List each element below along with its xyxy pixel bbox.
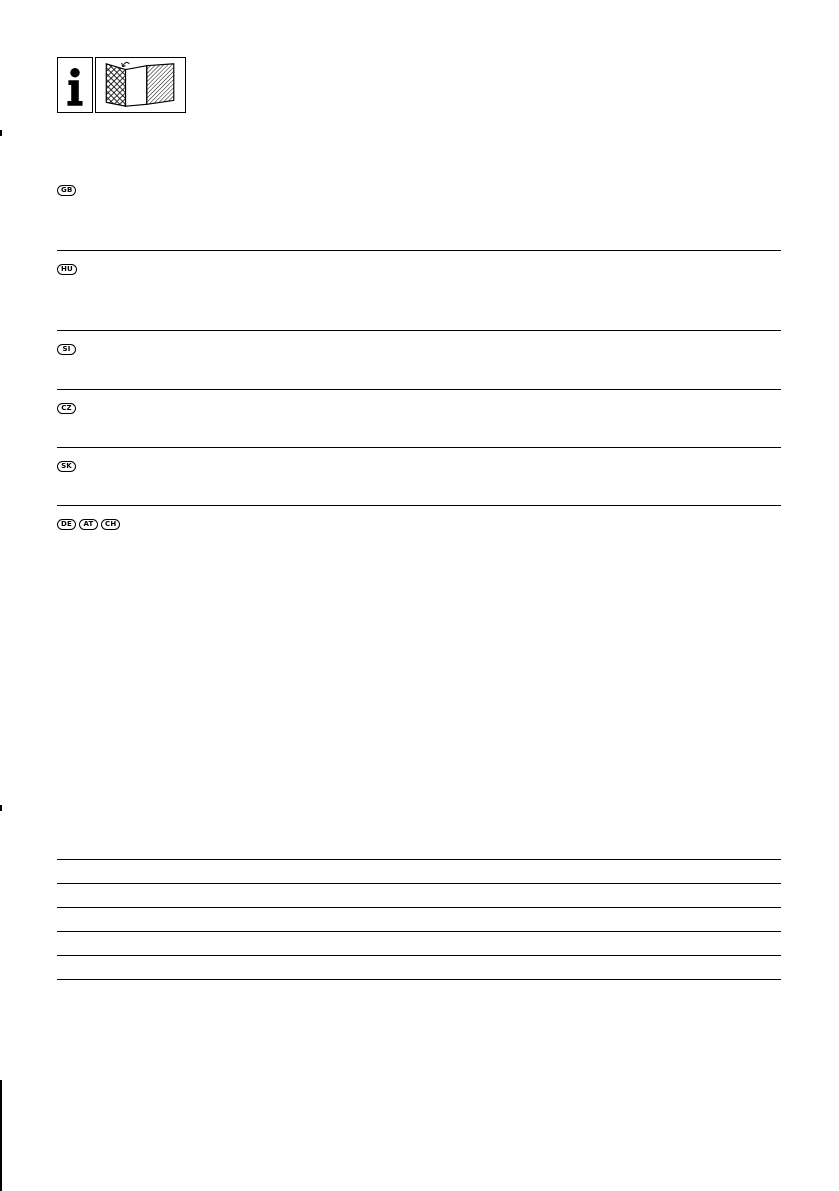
info-icon xyxy=(57,57,93,113)
blank-ruled-line xyxy=(57,907,781,908)
blank-ruled-line xyxy=(57,979,781,980)
country-badge-gb: GB xyxy=(57,185,76,196)
section-divider xyxy=(57,250,781,251)
blank-ruled-line xyxy=(57,955,781,956)
blank-ruled-line xyxy=(57,859,781,860)
country-badge-cz: CZ xyxy=(57,403,76,414)
margin-tick-middle xyxy=(0,805,2,811)
section-cz xyxy=(57,403,76,414)
blank-ruled-line xyxy=(57,883,781,884)
section-divider xyxy=(57,447,781,448)
section-sk xyxy=(57,461,76,472)
section-divider xyxy=(57,330,781,331)
section-de-at-ch xyxy=(57,519,120,530)
blank-ruled-line xyxy=(57,931,781,932)
section-divider xyxy=(57,505,781,506)
country-badge-hu: HU xyxy=(57,264,77,275)
section-hu xyxy=(57,264,77,275)
country-badge-de: DE xyxy=(57,519,76,530)
section-divider xyxy=(57,389,781,390)
country-badge-si: SI xyxy=(57,344,76,355)
margin-tick-bottom xyxy=(0,1080,2,1191)
section-si xyxy=(57,344,76,355)
country-badge-ch: CH xyxy=(101,519,120,530)
margin-tick-top xyxy=(0,130,2,136)
country-badge-sk: SK xyxy=(57,461,76,472)
section-gb xyxy=(57,185,76,196)
country-badge-at: AT xyxy=(79,519,98,530)
fold-out-page-icon xyxy=(95,57,186,113)
